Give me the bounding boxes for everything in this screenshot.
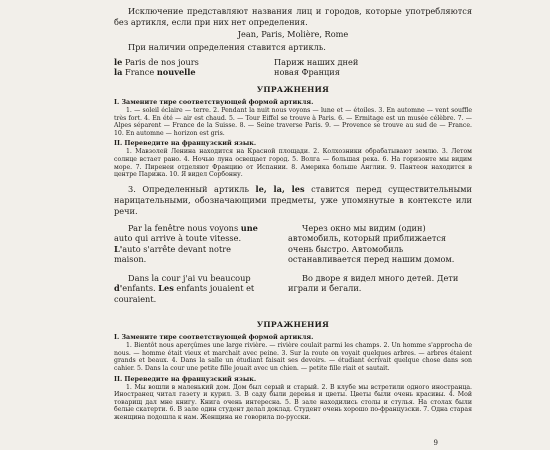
exercise-1-task-2-title: II. Переведите на французский язык. bbox=[114, 139, 257, 148]
french-examples bbox=[114, 57, 274, 77]
french-example-1: le Paris de nos jours bbox=[114, 57, 199, 67]
exercise-1-task-1-title: I. Замените тире соответствующей формой артикля. bbox=[114, 98, 314, 106]
french-column bbox=[114, 223, 264, 313]
exercise-2-task-2-title: II. Переведите на французский язык. bbox=[114, 374, 257, 383]
names-example: Jean, Paris, Molière, Rome bbox=[237, 29, 349, 39]
exercise-1-task-2-text: 1. Мавзолей Ленина находится на Красной площади. 2. Колхозники обрабатывают землю. 3. Летом солнце встает рано. 4. Ночью луна освещает город. 5. Волга — большая река. 6. На горизонте мы видим море. 7. Пиренеи отделяют Францию от Испании. 8. Америка больше Англии. 9. Пантеон находится в центре Парижа. 10. Я видел Сорбонну. bbox=[114, 148, 472, 179]
russian-paragraph-2: Во дворе я видел много детей. Дети играли и бегали. bbox=[288, 272, 459, 294]
exercise-2-task-1-title: I. Замените тире соответствующей формой артикля. bbox=[114, 333, 314, 342]
exercises-heading-2: УПРАЖНЕНИЯ bbox=[256, 320, 330, 330]
exercise-2-task-2-text: 1. Мы вошли в маленький дом. Дом был серый и старый. 2. В клубе мы встретили одного иностранца. Иностранец читал газету и курил. 3. В саду были деревья и цветы. Цветы были очень красивы. 4. Мой товарищ дал мне книгу. Книга очень интересна. 5. В зале находились столы и стулья. На столах были белые скатерти. 6. В зале один студент делал доклад. Студент очень хорошо по-французски. 7. Одна старая женщина подошла к нам. Женщина не говорила по-русски. bbox=[114, 383, 472, 421]
french-example-2: la France nouvelle bbox=[114, 67, 196, 77]
exercise-2-task-1-text: 1. Bientôt nous aperçûmes une large rivière. — rivière coulait parmi les champs. 2. Un homme s'approcha de nous. — homme était vieux et marchait avec peine. 3. Sur la route on voyait quelques arbres. — arbres étaient grands et beaux. 4. Dans la salle un étudiant faisait ses devoirs. — étudiant écrivait quelque chose dans son cahier. 5. Dans la cour une petite fille jouait avec un chien. — petite fille riait et sautait. bbox=[114, 342, 472, 373]
section-3-rule: 3. Определенный артикль le, la, les ставится перед существительными нарицательными, обозначающими предметы, уже упомянутые в контексте или речи. bbox=[114, 183, 472, 216]
french-paragraph-2: Dans la cour j'ai vu beaucoup d'enfants. Les enfants jouaient et couraient. bbox=[114, 272, 255, 304]
rule-sentence: При наличии определения ставится артикль. bbox=[128, 42, 326, 52]
exercises-heading-1: УПРАЖНЕНИЯ bbox=[256, 85, 330, 94]
russian-example-1: Париж наших дней bbox=[274, 57, 359, 67]
russian-column bbox=[264, 223, 472, 313]
intro-paragraph: Исключение представляют названия лиц и городов, которые употребляются без артикля, если при них нет определения. bbox=[114, 6, 472, 27]
french-paragraph-1: Par la fenêtre nous voyons une auto qui arrive à toute vitesse. L'auto s'arrête devant notre maison. bbox=[114, 222, 258, 265]
russian-translations bbox=[274, 57, 472, 77]
parallel-examples bbox=[114, 223, 472, 313]
example-pairs bbox=[114, 57, 472, 77]
exercise-1-task-1-text: 1. — soleil éclaire — terre. 2. Pendant la nuit nous voyons — lune et — étoiles. 3. En automne — vent souffle très fort. 4. En été — air est chaud. 5. — Tour Eiffel se trouve à Paris. 6. — Ermitage est un musée célèbre. 7. — Alpes séparent — France de la Suisse. 8. — Seine traverse Paris. 9. — Provence se trouve au sud de — France. 10. En automne — horizon est gris. bbox=[114, 107, 472, 137]
russian-example-2: новая Франция bbox=[274, 67, 340, 77]
russian-paragraph-1: Через окно мы видим (один) автомобиль, который приближается очень быстро. Автомобиль останавливается перед нашим домом. bbox=[288, 222, 455, 265]
page-number: 9 bbox=[433, 439, 438, 447]
